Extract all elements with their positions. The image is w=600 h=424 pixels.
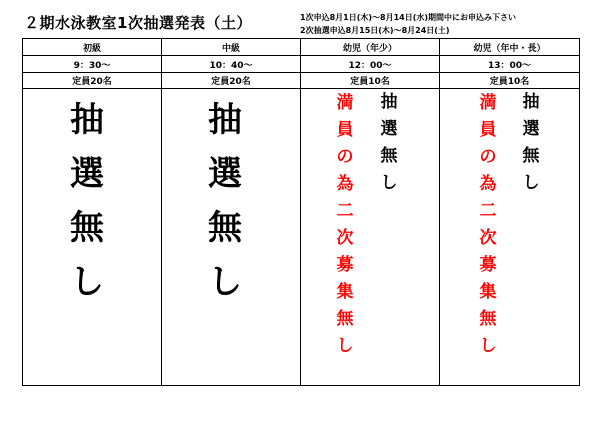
- full-notice-char: 二: [479, 201, 497, 221]
- result-cell-beginner: [23, 89, 162, 385]
- result-cell-intermediate: [162, 89, 301, 385]
- result-char: 無: [380, 146, 398, 166]
- result-char: 選: [70, 154, 104, 194]
- time-intermediate: 10：40～: [162, 56, 301, 73]
- lottery-result-text: [205, 93, 245, 309]
- note-second-application: 2次抽選申込8月15日(木)～8月24日(土): [300, 26, 450, 35]
- full-notice-char: 無: [336, 309, 354, 329]
- result-char: 選: [208, 154, 242, 194]
- capacity-intermediate: 定員20名: [162, 73, 301, 89]
- full-notice-char: 集: [479, 282, 497, 302]
- result-char: 選: [522, 119, 540, 139]
- full-notice-char: 二: [336, 201, 354, 221]
- capacity-beginner: 定員20名: [23, 73, 162, 89]
- result-char: し: [522, 173, 540, 193]
- time-toddler-older: 13：00～: [440, 56, 579, 73]
- full-notice-char: 無: [479, 309, 497, 329]
- result-char: 抽: [70, 100, 104, 140]
- full-notice-char: 次: [336, 228, 354, 248]
- full-notice-char: の: [479, 147, 497, 167]
- time-toddler-young: 12：00～: [301, 56, 440, 73]
- full-notice-char: 員: [479, 120, 497, 140]
- header-toddler-young: 幼児（年少）: [301, 39, 440, 56]
- result-char: し: [208, 262, 242, 302]
- result-char: 無: [522, 146, 540, 166]
- time-beginner: 9：30～: [23, 56, 162, 73]
- full-notice-char: し: [479, 336, 497, 356]
- full-notice-char: 為: [479, 174, 497, 194]
- result-char: 無: [208, 208, 242, 248]
- application-notes: [300, 11, 596, 37]
- result-char: 抽: [208, 100, 242, 140]
- full-notice-char: 募: [479, 255, 497, 275]
- full-notice-char: 募: [336, 255, 354, 275]
- header-beginner: 初級: [23, 39, 162, 56]
- result-char: し: [70, 262, 104, 302]
- lottery-result-text: [520, 89, 542, 197]
- header-intermediate: 中級: [162, 39, 301, 56]
- lottery-result-text: [67, 93, 107, 309]
- full-notice-char: 集: [336, 282, 354, 302]
- result-char: し: [380, 173, 398, 193]
- lottery-results-table: [22, 38, 580, 386]
- full-notice-char: の: [336, 147, 354, 167]
- result-char: 選: [380, 119, 398, 139]
- full-notice-char: 為: [336, 174, 354, 194]
- capacity-toddler-older: 定員10名: [440, 73, 579, 89]
- result-cell-toddler-older: [440, 89, 579, 385]
- full-notice-char: 満: [479, 93, 497, 113]
- page-title: ２期水泳教室1次抽選発表（土）: [24, 14, 252, 32]
- full-notice-char: 員: [336, 120, 354, 140]
- full-notice-char: 満: [336, 93, 354, 113]
- header-toddler-older: 幼児（年中・長）: [440, 39, 579, 56]
- full-notice-text: [334, 90, 356, 360]
- full-notice-char: し: [336, 336, 354, 356]
- result-char: 無: [70, 208, 104, 248]
- full-notice-text: [477, 90, 499, 360]
- result-char: 抽: [522, 92, 540, 112]
- note-first-application: 1次申込8月1日(木)～8月14日(水)期間中にお申込み下さい: [300, 13, 517, 22]
- result-char: 抽: [380, 92, 398, 112]
- full-notice-char: 次: [479, 228, 497, 248]
- result-cell-toddler-young: [301, 89, 440, 385]
- capacity-toddler-young: 定員10名: [301, 73, 440, 89]
- lottery-result-text: [378, 89, 400, 197]
